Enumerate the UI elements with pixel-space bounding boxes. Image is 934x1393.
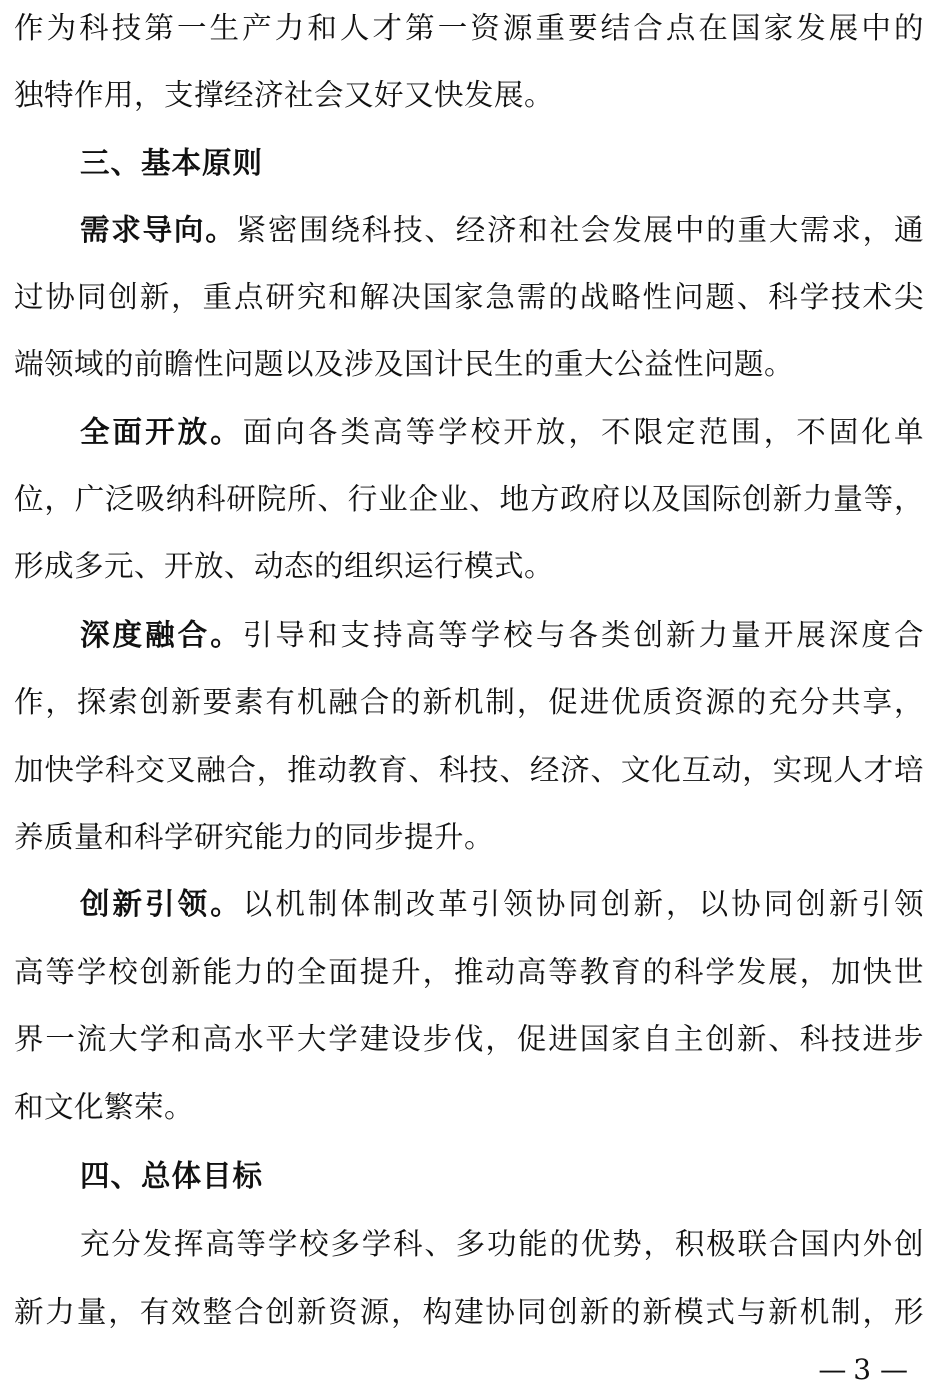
page-number (818, 1350, 906, 1390)
principle-4-text: 以机制体制改革引领协同创新，以协同创新引领 (242, 887, 924, 921)
principle-2-line-3: 形成多元、开放、动态的组织运行模式。 (14, 549, 555, 583)
page-number-value: 3 (853, 1353, 872, 1386)
section-4-heading: 四、总体目标 (80, 1159, 264, 1193)
page-number-dash-right: — (880, 1353, 906, 1386)
section-4-line-1: 充分发挥高等学校多学科、多功能的优势，积极联合国内外创 (80, 1227, 924, 1261)
section-3-heading: 三、基本原则 (80, 146, 264, 180)
principle-2-line-2: 位，广泛吸纳科研院所、行业企业、地方政府以及国际创新力量等， (14, 482, 924, 516)
principle-2-line-1 (80, 410, 924, 454)
principle-4-line-1 (80, 882, 924, 926)
principle-3-line-2: 作，探索创新要素有机融合的新机制，促进优质资源的充分共享， (14, 685, 924, 719)
page-number-dash-left: — (818, 1353, 845, 1386)
principle-4-title: 创新引领。 (80, 887, 243, 921)
principle-1-title: 需求导向。 (80, 213, 237, 247)
principle-1-line-3: 端领域的前瞻性问题以及涉及国计民生的重大公益性问题。 (14, 347, 795, 381)
principle-2-text: 面向各类高等学校开放，不限定范围，不固化单 (242, 415, 924, 449)
principle-1-line-1 (80, 208, 924, 252)
principle-3-line-4: 养质量和科学研究能力的同步提升。 (14, 820, 495, 854)
section-4-line-2: 新力量，有效整合创新资源，构建协同创新的新模式与新机制，形 (14, 1295, 924, 1329)
principle-1-text: 紧密围绕科技、经济和社会发展中的重大需求，通 (236, 213, 924, 247)
principle-3-title: 深度融合。 (80, 618, 243, 652)
intro-line-2: 独特作用，支撑经济社会又好又快发展。 (14, 78, 555, 112)
principle-3-line-1 (80, 613, 924, 657)
principle-3-text: 引导和支持高等学校与各类创新力量开展深度合 (242, 618, 924, 652)
principle-4-line-2: 高等学校创新能力的全面提升，推动高等教育的科学发展，加快世 (14, 955, 924, 989)
principle-4-line-3: 界一流大学和高水平大学建设步伐，促进国家自主创新、科技进步 (14, 1022, 924, 1056)
intro-line-1: 作为科技第一生产力和人才第一资源重要结合点在国家发展中的 (14, 11, 924, 45)
principle-4-line-4: 和文化繁荣。 (14, 1090, 195, 1124)
principle-1-line-2: 过协同创新，重点研究和解决国家急需的战略性问题、科学技术尖 (14, 280, 924, 314)
principle-3-line-3: 加快学科交叉融合，推动教育、科技、经济、文化互动，实现人才培 (14, 753, 924, 787)
principle-2-title: 全面开放。 (80, 415, 243, 449)
